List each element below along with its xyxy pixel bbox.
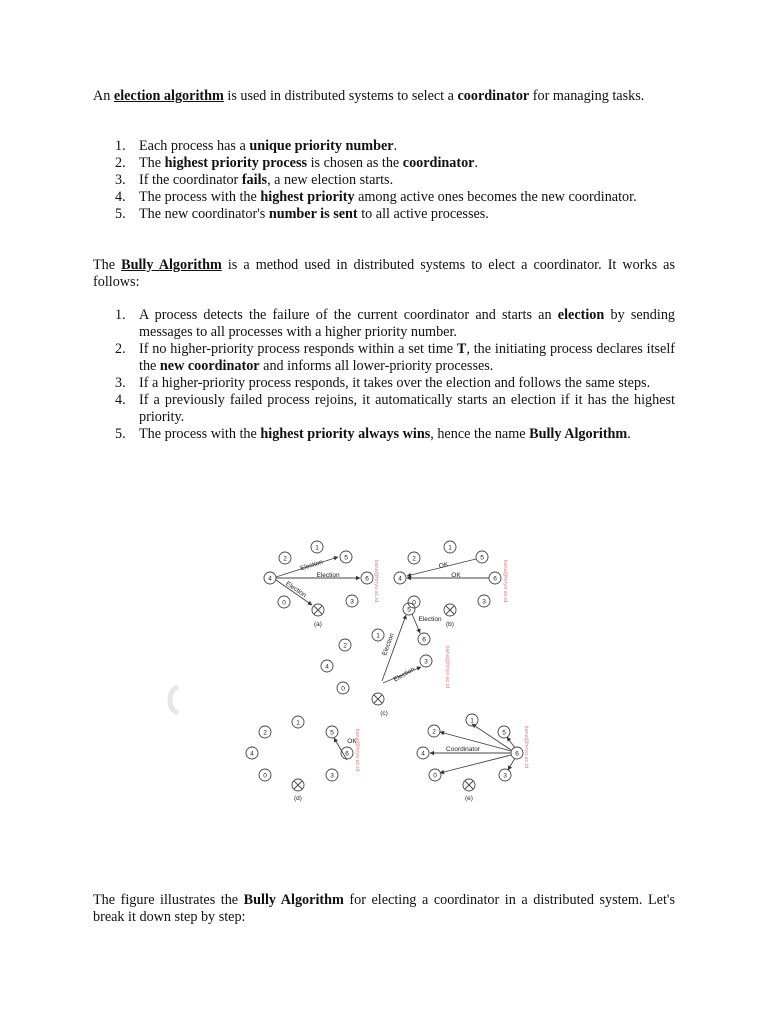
list-number: 3.: [115, 375, 126, 391]
watermark-text: tiana@hiryo.ac.id: [523, 725, 529, 769]
intro-text: An: [93, 88, 114, 104]
list-item: [93, 155, 675, 172]
node-label: 4: [268, 575, 272, 583]
arrow-label: Election: [392, 665, 417, 684]
list-number: 4.: [115, 189, 126, 205]
node-label: 0: [412, 599, 416, 607]
item-text: among active ones becomes the new coordinator.: [354, 189, 637, 205]
node-label: 6: [422, 636, 426, 644]
item-text: and informs all lower-priority processes.: [259, 358, 494, 374]
node-label: 0: [433, 772, 437, 780]
item-bold: unique priority number: [249, 138, 394, 154]
bully-algorithm-figure: [232, 535, 532, 805]
item-text: to all active processes.: [357, 206, 489, 222]
watermark-text: tiana@hiryo.ac.id: [373, 559, 379, 603]
node-label: 6: [345, 750, 349, 758]
item-bold: number is sent: [268, 206, 358, 222]
item-text: , the initiating process declares itself the: [139, 341, 675, 374]
node-label: 0: [282, 599, 286, 607]
list-number: 4.: [115, 392, 126, 408]
node-label: 2: [263, 729, 267, 737]
node-label: 3: [482, 598, 486, 606]
node-label: 5: [407, 606, 411, 614]
arrow-label: OK: [438, 561, 450, 571]
panel-d: [246, 716, 360, 802]
item-text: by sending messages to all processes with a higher priority number.: [139, 307, 676, 340]
item-text: If a higher-priority process responds, it takes over the election and follows the same steps.: [139, 375, 651, 391]
panel-caption: (c): [380, 710, 388, 717]
closing-text: The figure illustrates the: [93, 892, 244, 908]
panel-e: [417, 714, 529, 802]
item-bold: coordinator: [402, 155, 475, 171]
process-node-7-crashed: [292, 779, 304, 791]
item-bold: highest priority always wins: [260, 426, 431, 442]
election-steps-list: [93, 138, 675, 223]
list-item: [93, 426, 675, 443]
node-label: 3: [350, 598, 354, 606]
coordinator-arrow: [440, 755, 511, 773]
arrow-label: Coordinator: [446, 746, 480, 753]
watermark-text: tiana@hiryo.ac.id: [502, 559, 508, 603]
panel-a: [264, 541, 379, 628]
item-text: Each process has a: [139, 138, 250, 154]
arrow-label: Election: [316, 572, 340, 579]
process-node-7-crashed: [463, 779, 475, 791]
list-number: 5.: [115, 206, 126, 222]
list-number: 3.: [115, 172, 126, 188]
arrow-label: Election: [418, 616, 442, 623]
node-label: 6: [365, 575, 369, 583]
process-node-7-crashed: [312, 604, 324, 616]
node-label: 6: [493, 575, 497, 583]
arrow-label: Election: [381, 632, 396, 657]
list-item: [93, 206, 675, 223]
item-text: , a new election starts.: [267, 172, 394, 188]
node-label: 1: [470, 717, 474, 725]
term-bully-algorithm: Bully Algorithm: [121, 257, 222, 273]
bully-text: The: [93, 257, 122, 273]
panel-c: [321, 603, 450, 717]
list-number: 5.: [115, 426, 126, 442]
watermark-text: tiana@hiryo.ac.id: [444, 645, 450, 689]
intro-text: for managing tasks.: [529, 88, 645, 104]
node-label: 5: [502, 729, 506, 737]
intro-paragraph: [93, 88, 675, 105]
list-item: [93, 138, 675, 155]
process-node-7-crashed: [444, 604, 456, 616]
intro-text: is used in distributed systems to select a: [223, 88, 458, 104]
list-item: [93, 307, 675, 341]
item-bold: highest priority process: [164, 155, 308, 171]
node-label: 2: [343, 642, 347, 650]
term-coordinator: coordinator: [457, 88, 530, 104]
coordinator-arrow: [507, 737, 515, 748]
node-label: 5: [480, 554, 484, 562]
node-label: 5: [330, 729, 334, 737]
faint-bracket-mark: [167, 684, 181, 716]
item-bold: fails: [241, 172, 268, 188]
node-label: 1: [296, 719, 300, 727]
watermark-text: tiana@hiryo.ac.id: [354, 728, 360, 772]
term-election-algorithm: election algorithm: [113, 88, 224, 104]
node-label: 4: [325, 663, 329, 671]
panel-caption: (e): [465, 795, 473, 802]
panel-caption: (b): [446, 621, 454, 628]
item-text: .: [627, 426, 631, 442]
item-bold: election: [557, 307, 605, 323]
item-text: .: [474, 155, 479, 171]
item-bold: Bully Algorithm: [529, 426, 628, 442]
node-label: 3: [424, 658, 428, 666]
item-text: The process with the: [139, 189, 261, 205]
closing-paragraph: [93, 892, 675, 926]
item-text: , hence the name: [430, 426, 530, 442]
node-label: 2: [432, 728, 436, 736]
node-label: 4: [250, 750, 254, 758]
list-number: 1.: [115, 138, 126, 154]
list-item: [93, 341, 675, 375]
list-item: [93, 375, 675, 392]
list-number: 1.: [115, 307, 126, 323]
node-label: 5: [344, 554, 348, 562]
panel-caption: (a): [314, 621, 322, 628]
node-label: 4: [421, 750, 425, 758]
arrow-label: OK: [347, 738, 357, 745]
arrow-label: Election: [299, 558, 324, 573]
node-label: 3: [330, 772, 334, 780]
item-text: is chosen as the: [307, 155, 403, 171]
item-text: If a previously failed process rejoins, it automatically starts an election if it has the highest priority.: [139, 392, 675, 425]
item-bold: T: [456, 341, 467, 357]
list-item: [93, 172, 675, 189]
node-label: 4: [398, 575, 402, 583]
closing-text: for electing a coordinator in a distributed system. Let's break it down step by step:: [93, 892, 675, 925]
panel-caption: (d): [294, 795, 302, 802]
arrow-label: OK: [451, 572, 461, 579]
bully-intro-paragraph: [93, 257, 675, 291]
item-bold: highest priority: [260, 189, 355, 205]
arrow-label: Election: [284, 580, 308, 600]
node-label: 0: [263, 772, 267, 780]
bully-text: is a method used in distributed systems to elect a coordinator. It works as follows:: [93, 257, 675, 290]
item-text: A process detects the failure of the current coordinator and starts an: [139, 307, 558, 323]
node-label: 6: [515, 750, 519, 758]
list-item: [93, 189, 675, 206]
item-bold: new coordinator: [159, 358, 260, 374]
list-item: [93, 392, 675, 426]
bully-steps-list: [93, 307, 675, 443]
node-label: 2: [283, 555, 287, 563]
item-text: If the coordinator: [139, 172, 242, 188]
node-label: 1: [448, 544, 452, 552]
process-node-7-crashed: [372, 693, 384, 705]
node-label: 3: [503, 772, 507, 780]
item-text: .: [393, 138, 398, 154]
node-label: 0: [341, 685, 345, 693]
term-bully-algorithm: Bully Algorithm: [243, 892, 344, 908]
item-text: If no higher-priority process responds within a set time: [139, 341, 457, 357]
item-text: The: [139, 155, 165, 171]
item-text: The new coordinator's: [139, 206, 269, 222]
item-text: The process with the: [139, 426, 261, 442]
node-label: 1: [376, 632, 380, 640]
list-number: 2.: [115, 341, 126, 357]
coordinator-arrow: [508, 758, 515, 770]
node-label: 1: [315, 544, 319, 552]
list-number: 2.: [115, 155, 126, 171]
node-label: 2: [412, 555, 416, 563]
